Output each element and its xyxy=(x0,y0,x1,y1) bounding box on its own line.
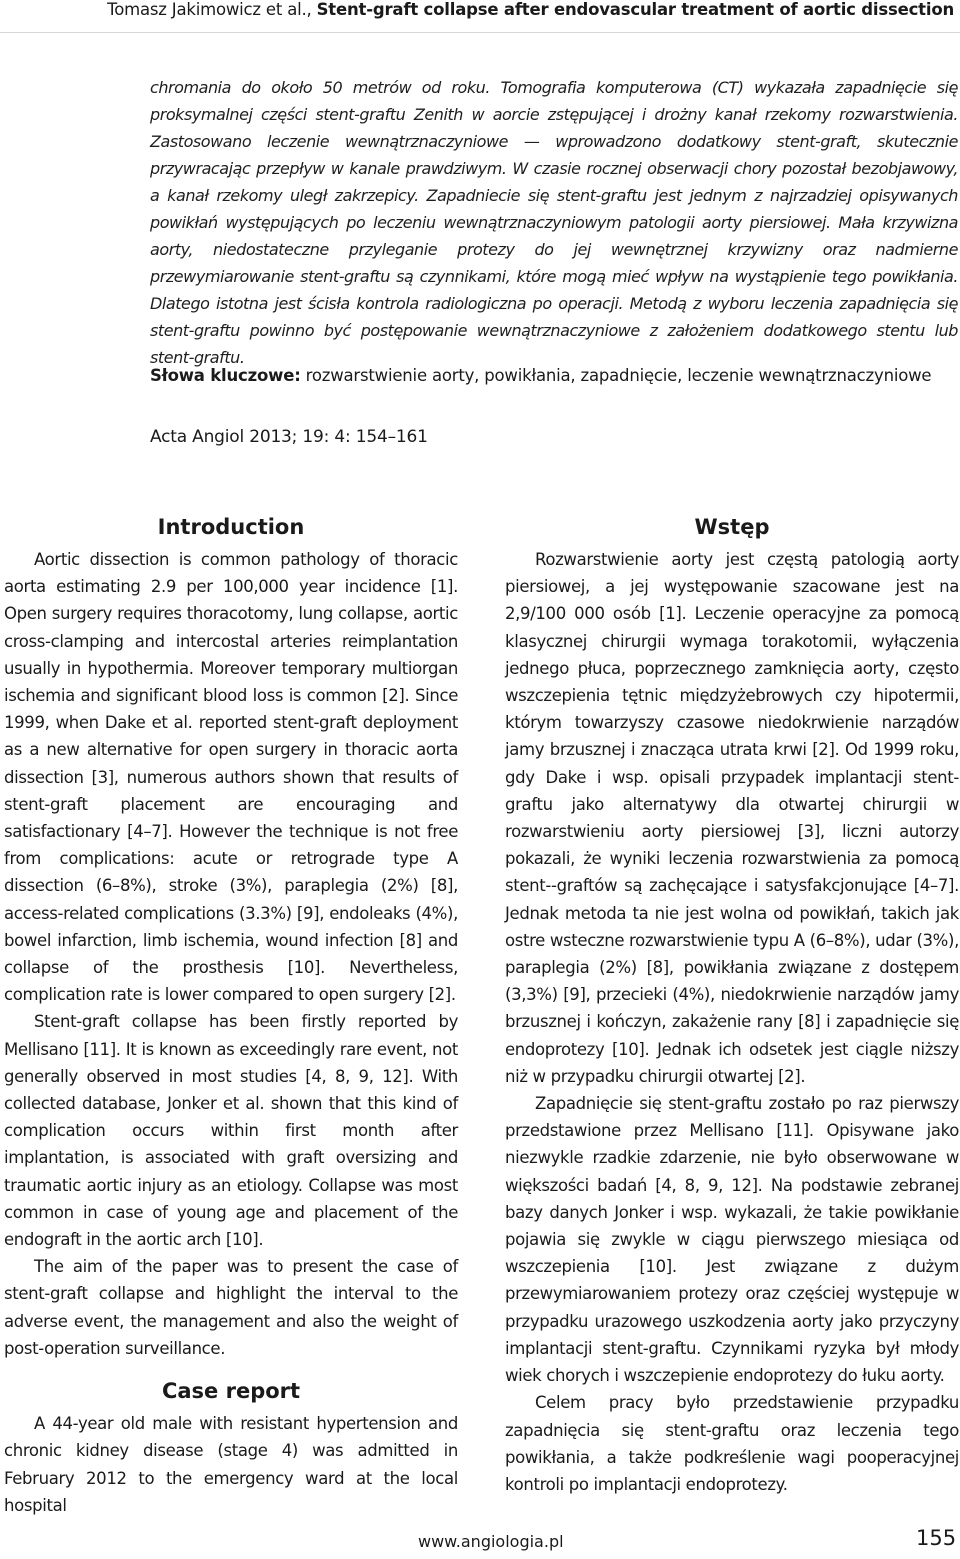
wstep-paragraph-2: Zapadnięcie się stent-graftu zostało po raz pierwszy przedstawione przez Mellisano [11]. Opisywane jako niezwykle rzadkie zdarzenie, nie było obserwowane w większości badań [4, 8, 9, 12]. Na podstawie zebranej bazy danych Jonker i wsp. wykazali, że takie powikłanie pojawia się zwykle w ciągu pierwszego miesiąca od wszczepienia [10]. Jest związane z dużym przewymiarowaniem protezy oraz częściej występuje w przypadku urazowego uszkodzenia aorty jako przyczyny implantacji stent-graftu. Czynnikami ryzyka był młody wiek chorych i wszczepienie endoprotezy do łuku aorty. xyxy=(505,1094,959,1386)
introduction-paragraph-3: The aim of the paper was to present the case of stent-graft collapse and highlight the interval to the adverse event, the management and also the weight of post-operation surveillance. xyxy=(4,1257,458,1358)
introduction-paragraph-1: Aortic dissection is common pathology of thoracic aorta estimating 2.9 per 100,000 year incidence [1]. Open surgery requires thoracotomy, lung collapse, aortic cross-clamping and intercostal arteries reimplantation usually in hypothermia. Moreover temporary multiorgan ischemia and significant blood loss is common [2]. Since 1999, when Dake et al. reported stent-graft deployment as a new alternative for open surgery in thoracic aorta dissection [3], numerous authors shown that results of stent-graft placement are encouraging and satisfactionary [4–7]. However the technique is not free from complications: acute or retrograde type A dissection (6–8%), stroke (3%), paraplegia (2%) [8], access-related complications (3.3%) [9], endoleaks (4%), bowel infarction, limb ischemia, wound infection [8] and collapse of the prosthesis [10]. Nevertheless, complication rate is lower compared to open surgery [2]. xyxy=(4,550,458,1005)
case-report-paragraph-1: A 44-year old male with resistant hypertension and chronic kidney disease (stage 4) was admitted in February 2012 to the emergency ward at the local hospital xyxy=(4,1414,458,1515)
polish-column xyxy=(505,512,959,1498)
keywords-text: rozwarstwienie aorty, powikłania, zapadnięcie, leczenie wewnątrznaczyniowe xyxy=(300,366,932,385)
header-divider xyxy=(0,32,960,33)
journal-website: www.angiologia.pl xyxy=(418,1532,564,1551)
wstep-paragraph-3: Celem pracy było przedstawienie przypadku zapadnięcia się stent-graftu oraz leczenia tego powikłania, a także podkreślenie wagi pooperacyjnej kontroli po implantacji endoprotezy. xyxy=(505,1393,959,1494)
running-header xyxy=(107,0,954,19)
wstep-paragraph-1: Rozwarstwienie aorty jest częstą patologią aorty piersiowej, a jej występowanie szacowane jest na 2,9/100 000 osób [1]. Leczenie operacyjne za pomocą klasycznej chirurgii wymaga torakotomii, wyłączenia jednego płuca, poprzecznego zamknięcia aorty, często wszczepienia tętnic międzyżebrowych czy hipotermii, którym towarzyszy czasowe niedokrwienie narządów jamy brzusznej i znacząca utrata krwi [2]. Od 1999 roku, gdy Dake i wsp. opisali przypadek implantacji stent-graftu jako alternatywy dla otwartej chirurgii w rozwarstwieniu aorty piersiowej [3], liczni autorzy pokazali, że wyniki leczenia rozwarstwienia za pomocą stent--graftów są zachęcające i satysfakcjonujące [4–7]. Jednak metoda ta nie jest wolna od powikłań, takich jak ostre wsteczne rozwarstwienie typu A (6–8%), udar (3%), paraplegia (2%) [8], powikłania związane z dostępem (3,3%) [9], przecieki (4%), niedokrwienie narządów jamy brzusznej i kończyn, zakażenie rany [8] i zapadnięcie się endoprotezy [10]. Jednak ich odsetek jest ciągle niższy niż w przypadku chirurgii otwartej [2]. xyxy=(505,550,959,1086)
case-report-heading: Case report xyxy=(161,1379,301,1404)
header-authors: Tomasz Jakimowicz et al., xyxy=(107,0,317,19)
keywords-label: Słowa kluczowe: xyxy=(150,366,301,385)
keywords-line xyxy=(150,363,960,389)
introduction-paragraph-2: Stent-graft collapse has been firstly reported by Mellisano [11]. It is known as exceedingly rare event, not generally observed in most studies [4, 8, 9, 12]. With collected database, Jonker et al. shown that this kind of complication occurs within first month after implantation, is associated with graft oversizing and traumatic aortic injury as an etiology. Collapse was most common in case of young age and placement of the endograft in the aortic arch [10]. xyxy=(4,1012,458,1250)
english-column xyxy=(4,512,458,1519)
journal-citation: Acta Angiol 2013; 19: 4: 154–161 xyxy=(150,427,428,447)
page-number: 155 xyxy=(916,1526,957,1550)
polish-abstract: chromania do około 50 metrów od roku. Tomografia komputerowa (CT) wykazała zapadnięcie się proksymalnej części stent-graftu Zenith w aorcie zstępującej i drożny kanał rzekomy rozwarstwienia. Zastosowano leczenie wewnątrznaczyniowe — wprowadzono dodatkowy stent-graft, skutecznie przywracając przepływ w kanale prawdziwym. W czasie rocznej obserwacji chory pozostał bezobjawowy, a kanał rzekomy uległ zakrzepicy. Zapadniecie się stent-graftu jest jednym z najrzadziej opisywanych powikłań występujących po leczeniu wewnątrznaczyniowym patologii aorty piersiowej. Mała krzywizna aorty, niedostateczne przyleganie protezy do jej wewnętrznej krzywizny oraz nadmierne przewymiarowanie stent-graftu są czynnikami, które mogą mieć wpływ na wystąpienie tego powikłania. Dlatego istotna jest ścisła kontrola radiologiczna po operacji. Metodą z wyboru leczenia zapadnięcia się stent-graftu powinno być postępowanie wewnątrznaczyniowe z założeniem dodatkowego stentu lub stent-graftu. xyxy=(150,78,958,367)
wstep-heading: Wstęp xyxy=(694,515,770,539)
introduction-heading: Introduction xyxy=(157,515,305,539)
header-article-title: Stent-graft collapse after endovascular treatment of aortic dissection xyxy=(316,0,954,19)
